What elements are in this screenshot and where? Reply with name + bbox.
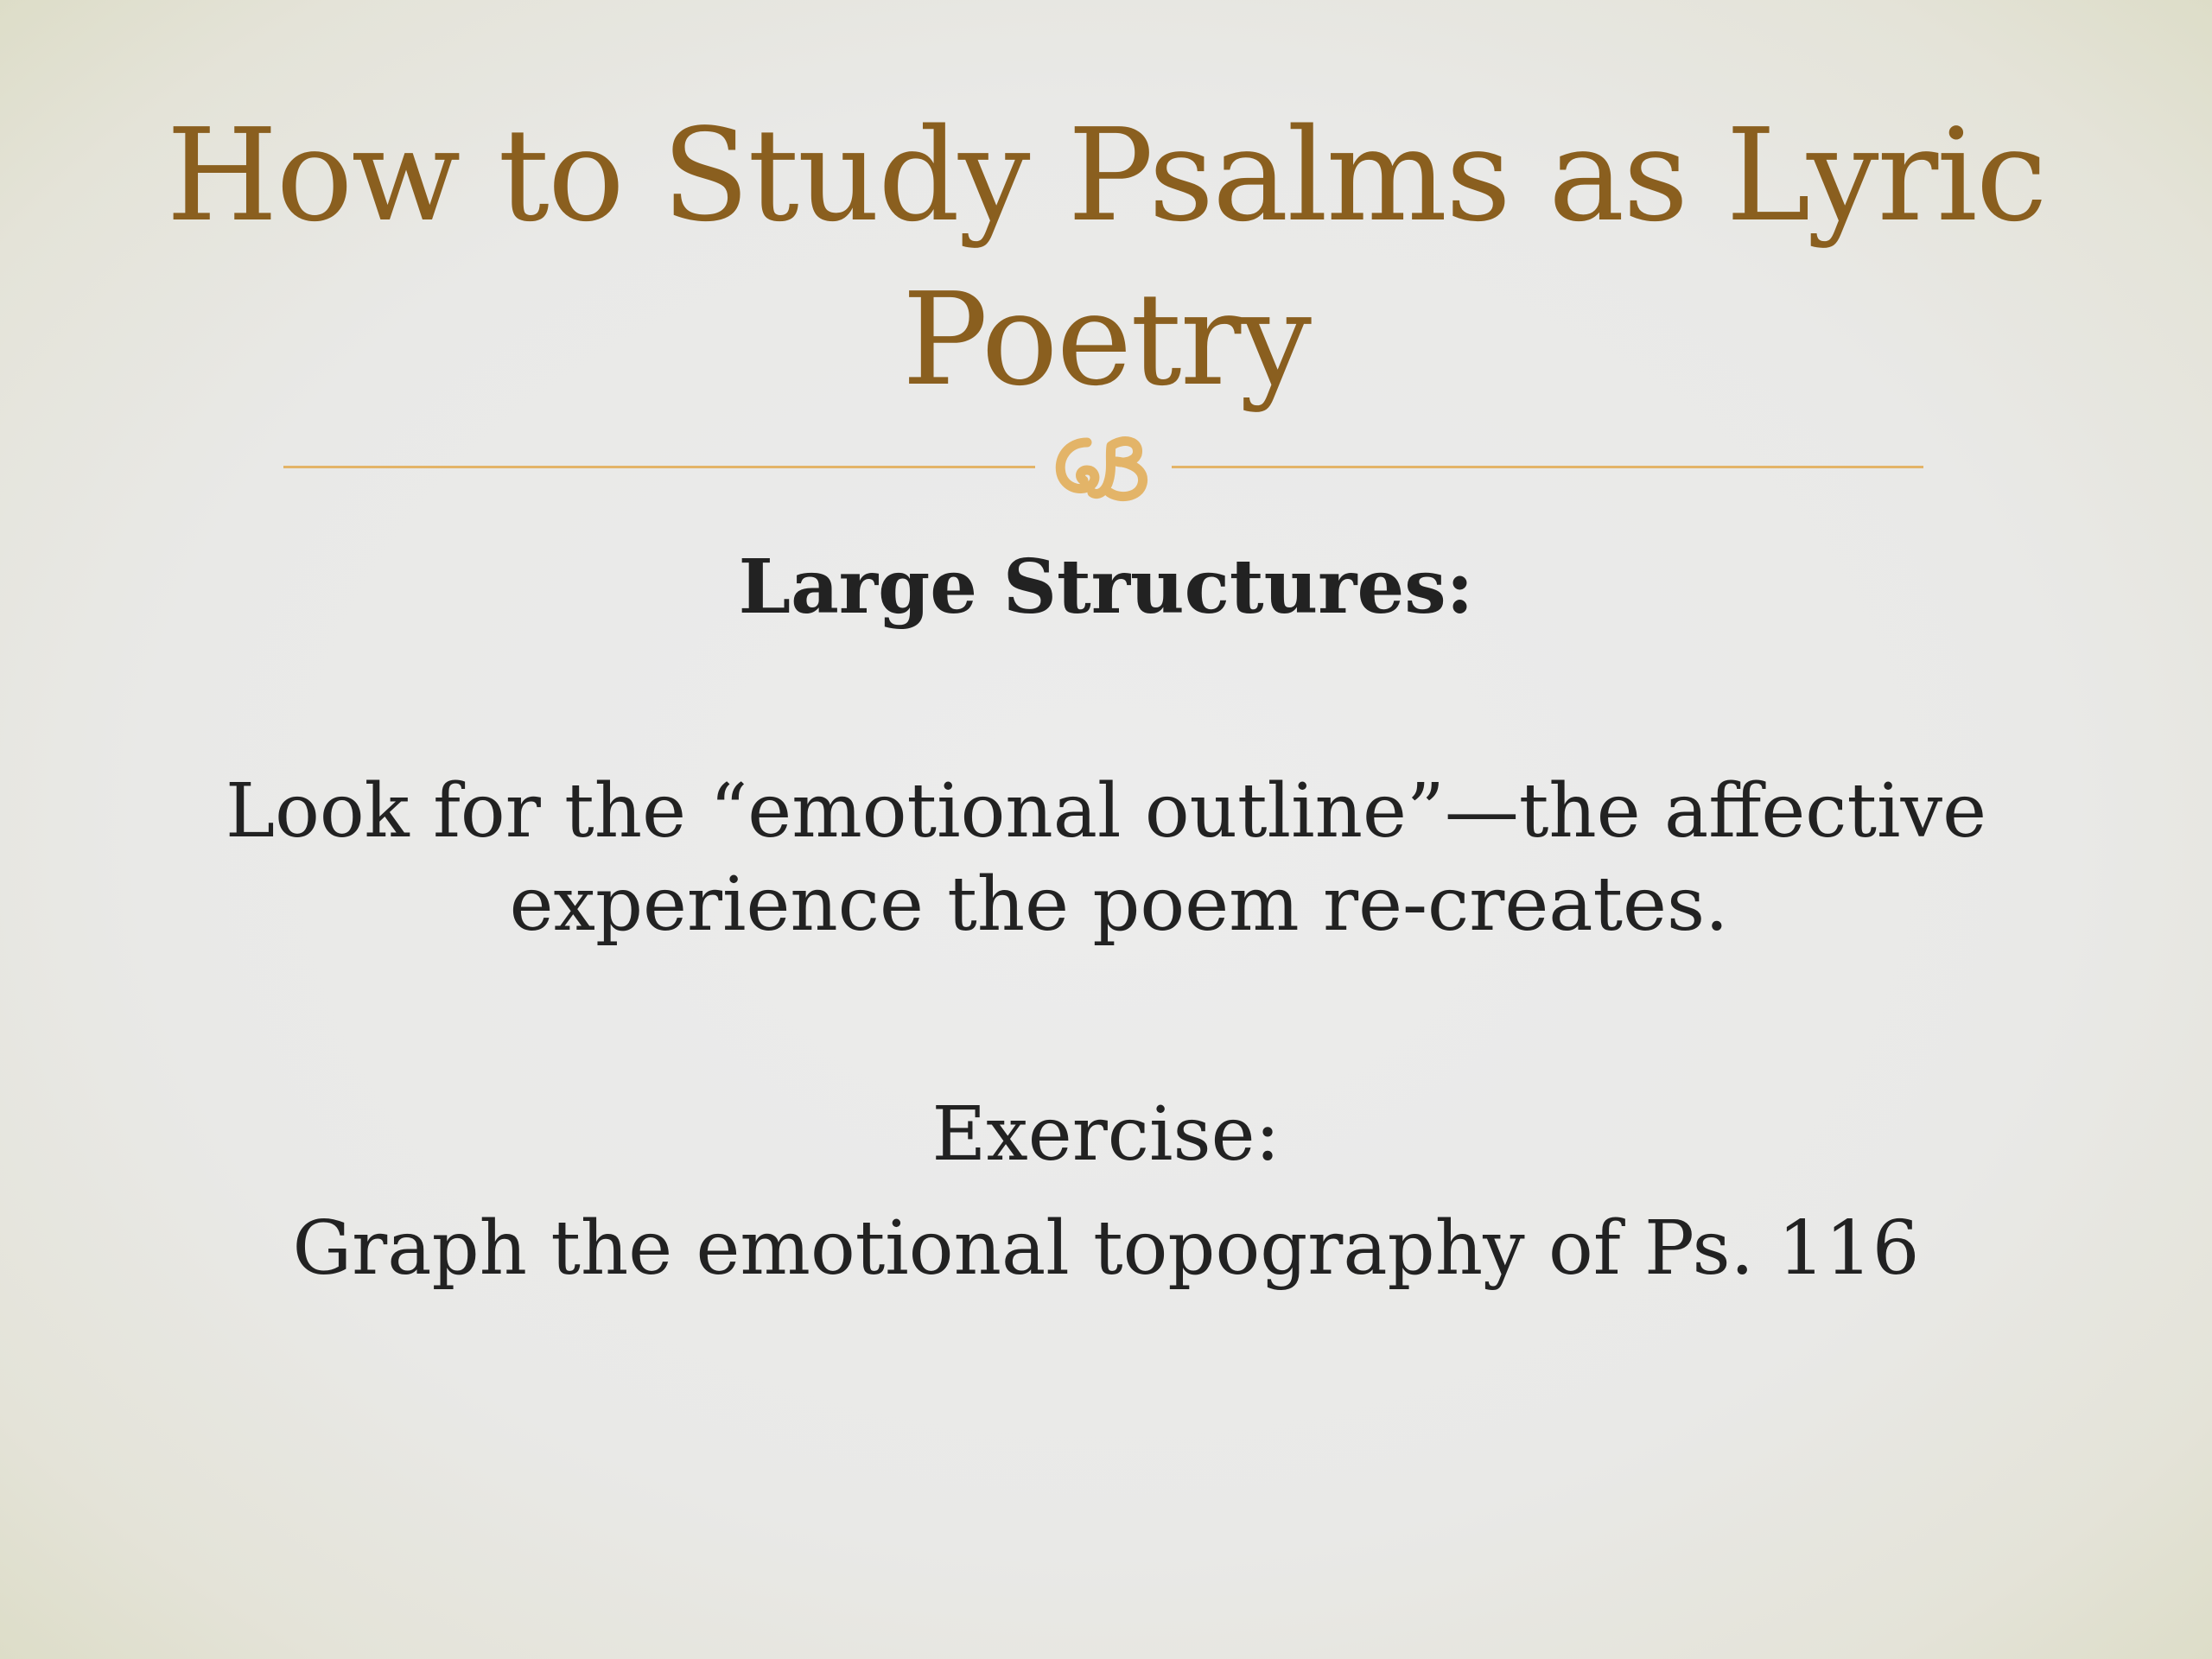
body-paragraph-line-1: Look for the “emotional outline”—the affective — [225, 768, 1986, 855]
exercise-label: Exercise: — [931, 1091, 1281, 1178]
body-paragraph — [138, 765, 2074, 951]
divider-line-right — [1172, 466, 1923, 468]
body-paragraph-line-2: experience the poem re-creates. — [509, 861, 1729, 948]
divider-line-left — [283, 466, 1035, 468]
ornament-swash-icon — [1027, 423, 1182, 510]
exercise-text: Graph the emotional topography of Ps. 116 — [292, 1205, 1920, 1292]
slide-title: How to Study Psalms as Lyric Poetry — [166, 101, 2046, 414]
title-divider — [283, 423, 1923, 510]
section-heading: Large Structures: — [738, 543, 1474, 631]
